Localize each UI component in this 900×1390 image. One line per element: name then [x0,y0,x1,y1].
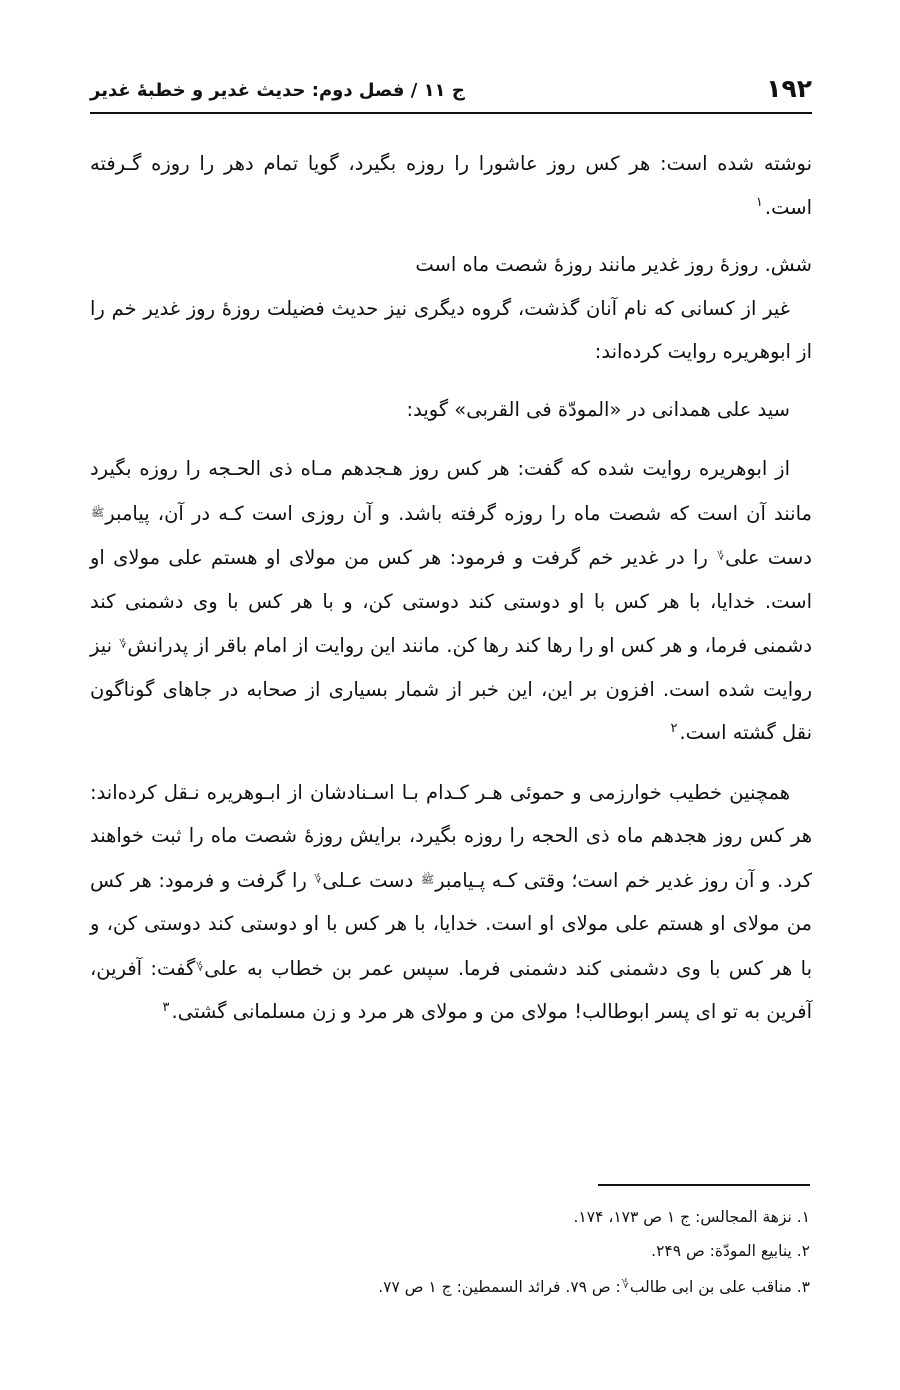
footnote-divider [598,1184,810,1186]
p5-text-3: را گرفت و فرمود: هر کس من مولای او هستم علی مولای او است. خدایا، با هر کس با او دوستی کند دوستی کن، و با هر کس با وی دشمنی کند دشمنی فرما. سپس عمر بن خطاب به علی [90,868,812,980]
paragraph-4 [90,447,812,755]
honorific-prophet-icon: ﷺ [91,505,105,519]
footnote-1: ۱. نزهة المجالس: ج ۱ ص ۱۷۳، ۱۷۴. [573,1208,810,1226]
footnote-ref-1[interactable]: ۱ [755,195,763,210]
page-header [90,60,812,114]
honorific-imam-icon: ؇ [196,960,204,974]
p5-text-2: دست عـلی [322,868,414,892]
page-number: ۱۹۲ [766,74,812,103]
book-page [90,60,812,1034]
section-heading: شش. روزهٔ روز غدیر مانند روزهٔ شصت ماه است [415,253,812,276]
p4-text-2: دست علی [725,546,812,569]
honorific-imam-icon: ؇ [717,550,725,563]
paragraph-5 [90,771,812,1034]
honorific-imam-icon: ؇ [621,1278,629,1291]
paragraph-2: غیر از کسانی که نام آنان گذشت، گروه دیگری نیز حدیث فضیلت روزهٔ روز غدیر خم را از ابوهریره روایت کرده‌اند: [90,296,812,363]
p5-text-1: همچنین خطیب خوارزمی و حموئی هـر کـدام بـا اسـنادشان از ابـوهریره نـقل کرده‌اند: هر کس روز هجدهم ماه ذی الحجه را روزه بگیرد، برایش روزهٔ شصت ماه را ثبت خواهند کرد. و آن روز غدیر خم است؛ وقتی کـه پـیامبر [90,780,812,892]
footnote-3-text-b: : ص ۷۹. فرائد السمطین: ج ۱ ص ۷۷. [378,1278,621,1296]
running-title: ج ۱۱ / فصل دوم: حدیث غدیر و خطبهٔ غدیر [90,80,465,101]
footnote-ref-2[interactable]: ۲ [670,720,678,736]
footnote-3 [88,1268,810,1304]
main-text [90,142,812,1034]
p4-text-4: نیز روایت شده است. افزون بر این، این خبر از شمار بسیاری از صحابه در جاهای گوناگون نقل گشته است. [90,634,812,744]
footnote-3-text-a: ۳. مناقب علی بن ابی طالب [629,1278,810,1296]
honorific-imam-icon: ؇ [119,638,127,651]
p4-text-3: را در غدیر خم گرفت و فرمود: هر کس من مولای او هستم علی مولای او است. خدایا، با هر کس با او دوستی کند دوستی کن، و با هر کس با وی دشمنی کند دشمنی فرما، و هر کس او را رها کند رها کن. مانند این روایت از امام باقر از پدرانش [90,546,812,657]
footnotes [88,1200,810,1304]
paragraph-1-text: نوشته شده است: هر کس روز عاشورا را روزه بگیرد، گویا تمام دهر را روزه گـرفته است. [90,152,812,219]
honorific-imam-icon: ؇ [314,872,322,886]
paragraph-3: سید علی همدانی در «المودّة فی القربی» گوید: [406,397,790,421]
p5-text-4: گفت: آفرین، آفرین به تو ای پسر ابوطالب! مولای من و مولای هر مرد و زن مسلمانی گشتی. [90,956,812,1023]
footnote-ref-3[interactable]: ۳ [162,999,170,1015]
honorific-prophet-icon: ﷺ [420,872,435,886]
p4-text-1: از ابوهریره روایت شده که گفت: هر کس روز هـجدهم مـاه ذی الحـجه را روزه بگیرد مانند آن است که شصت ماه را روزه گرفته باشد. و آن روزی است کـه در آن، پیامبر [90,457,812,525]
paragraph-1 [90,142,812,229]
footnote-2: ۲. ینابیع المودّة: ص ۲۴۹. [651,1242,810,1260]
